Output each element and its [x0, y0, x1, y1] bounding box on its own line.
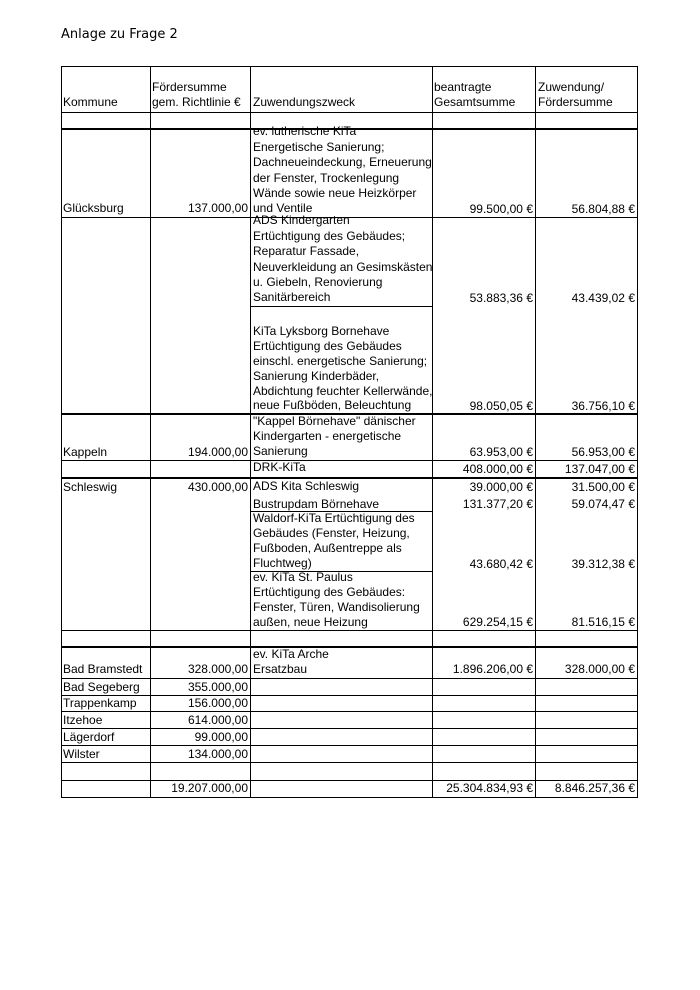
- header-beantragt-sub: Gesamtsumme: [434, 95, 516, 109]
- row-zweck-line: Sanierung Kinderbäder,: [253, 369, 380, 383]
- row-kommune: Itzehoe: [63, 713, 103, 727]
- row-zweck-line: "Kappel Börnehave" dänischer: [253, 414, 416, 428]
- total-foerdersumme: 19.207.000,00: [171, 781, 248, 795]
- row-zuwendung: 36.756,10 €: [571, 399, 635, 413]
- header-zuwendung-sub: Fördersumme: [538, 95, 613, 109]
- row-kommune: Lägerdorf: [63, 730, 115, 744]
- row-zweck-line: Ertüchtigung des Gebäudes: [253, 339, 402, 353]
- row-zweck-line: ADS Kindergarten: [253, 213, 350, 227]
- row-kommune: Glücksburg: [63, 201, 124, 215]
- row-zweck-line: der Fenster, Trockenlegung: [253, 171, 400, 185]
- row-foerdersumme: 134.000,00: [187, 747, 248, 761]
- row-zweck-line: Ersatzbau: [253, 662, 308, 676]
- row-zweck-line: Fenster, Türen, Wandisolierung: [253, 600, 420, 614]
- row-zweck-line: Gebäudes (Fenster, Heizung,: [253, 526, 410, 540]
- header-zuwendung: Zuwendung/: [538, 80, 605, 94]
- row-zuwendung: 59.074,47 €: [571, 497, 635, 511]
- row-zweck-line: Kindergarten - energetische: [253, 429, 402, 443]
- header-foerdersumme: Fördersumme: [152, 80, 227, 94]
- row-beantragt: 99.500,00 €: [469, 202, 533, 216]
- row-zweck-line: u. Giebeln, Renovierung: [253, 275, 383, 289]
- row-foerdersumme: 99.000,00: [194, 730, 248, 744]
- row-zweck-line: Fluchtweg): [253, 556, 312, 570]
- row-zweck-line: Abdichtung feuchter Kellerwände,: [253, 384, 433, 398]
- row-zweck-line: Ertüchtigung des Gebäudes:: [253, 585, 406, 599]
- row-foerdersumme: 355.000,00: [187, 680, 248, 694]
- row-beantragt: 408.000,00 €: [462, 462, 533, 476]
- row-zweck-line: Energetische Sanierung;: [253, 140, 385, 154]
- row-zweck-line: Dachneueindeckung, Erneuerung: [253, 155, 432, 169]
- row-foerdersumme: 156.000,00: [187, 696, 248, 710]
- header-beantragt: beantragte: [434, 80, 492, 94]
- row-zuwendung: 39.312,38 €: [571, 557, 635, 571]
- row-zweck-line: einschl. energetische Sanierung;: [253, 354, 428, 368]
- row-kommune: Schleswig: [63, 480, 118, 494]
- header-foerdersumme-sub: gem. Richtlinie €: [152, 95, 241, 109]
- row-zweck-line: Neuverkleidung an Gesimskästen: [253, 260, 433, 274]
- row-foerdersumme: 614.000,00: [187, 713, 248, 727]
- row-beantragt: 131.377,20 €: [462, 497, 533, 511]
- row-beantragt: 53.883,36 €: [469, 291, 533, 305]
- row-kommune: Bad Bramstedt: [63, 662, 143, 676]
- row-zuwendung: 56.953,00 €: [571, 445, 635, 459]
- total-zuwendung: 8.846.257,36 €: [554, 781, 635, 795]
- row-beantragt: 39.000,00 €: [469, 480, 533, 494]
- row-zweck-line: Wände sowie neue Heizkörper: [253, 186, 417, 200]
- row-beantragt: 1.896.206,00 €: [452, 662, 533, 676]
- row-kommune: Kappeln: [63, 445, 108, 459]
- row-zweck-line: ev. KiTa St. Paulus: [253, 570, 353, 584]
- header-kommune: Kommune: [63, 95, 118, 109]
- row-beantragt: 98.050,05 €: [469, 399, 533, 413]
- row-zweck-line: und Ventile: [253, 201, 313, 215]
- row-zuwendung: 137.047,00 €: [564, 462, 635, 476]
- row-foerdersumme: 430.000,00: [187, 480, 248, 494]
- row-zuwendung: 56.804,88 €: [571, 202, 635, 216]
- row-zweck-line: ev. KiTa Arche: [253, 647, 329, 661]
- row-zweck-line: ev. lutherische KiTa: [253, 124, 357, 138]
- row-zweck-line: Sanitärbereich: [253, 290, 331, 304]
- row-zuwendung: 43.439,02 €: [571, 291, 635, 305]
- row-zweck-line: KiTa Lyksborg Bornehave: [253, 324, 390, 338]
- row-foerdersumme: 328.000,00: [187, 662, 248, 676]
- row-kommune: Bad Segeberg: [63, 680, 140, 694]
- row-zweck-line: Reparatur Fassade,: [253, 244, 360, 258]
- row-zuwendung: 31.500,00 €: [571, 480, 635, 494]
- row-zweck-line: Bustrupdam Börnehave: [253, 497, 380, 511]
- row-zweck-line: Ertüchtigung des Gebäudes;: [253, 229, 406, 243]
- row-zuwendung: 81.516,15 €: [571, 615, 635, 629]
- row-beantragt: 43.680,42 €: [469, 557, 533, 571]
- row-beantragt: 629.254,15 €: [462, 615, 533, 629]
- row-zweck-line: außen, neue Heizung: [253, 615, 368, 629]
- row-foerdersumme: 137.000,00: [187, 201, 248, 215]
- row-zweck-line: DRK-KiTa: [253, 460, 306, 474]
- row-zweck-line: neue Fußböden, Beleuchtung: [253, 398, 412, 412]
- header-zweck: Zuwendungszweck: [253, 95, 356, 109]
- row-beantragt: 63.953,00 €: [469, 445, 533, 459]
- row-foerdersumme: 194.000,00: [187, 445, 248, 459]
- row-zuwendung: 328.000,00 €: [564, 662, 635, 676]
- row-zweck-line: Sanierung: [253, 444, 308, 458]
- row-zweck-line: Fußboden, Außentreppe als: [253, 541, 402, 555]
- total-beantragt: 25.304.834,93 €: [446, 781, 533, 795]
- row-zweck-line: Waldorf-KiTa Ertüchtigung des: [253, 511, 415, 525]
- row-kommune: Trappenkamp: [63, 696, 137, 710]
- page-title: Anlage zu Frage 2: [61, 27, 178, 42]
- row-zweck-line: ADS Kita Schleswig: [253, 479, 360, 493]
- row-kommune: Wilster: [63, 747, 100, 761]
